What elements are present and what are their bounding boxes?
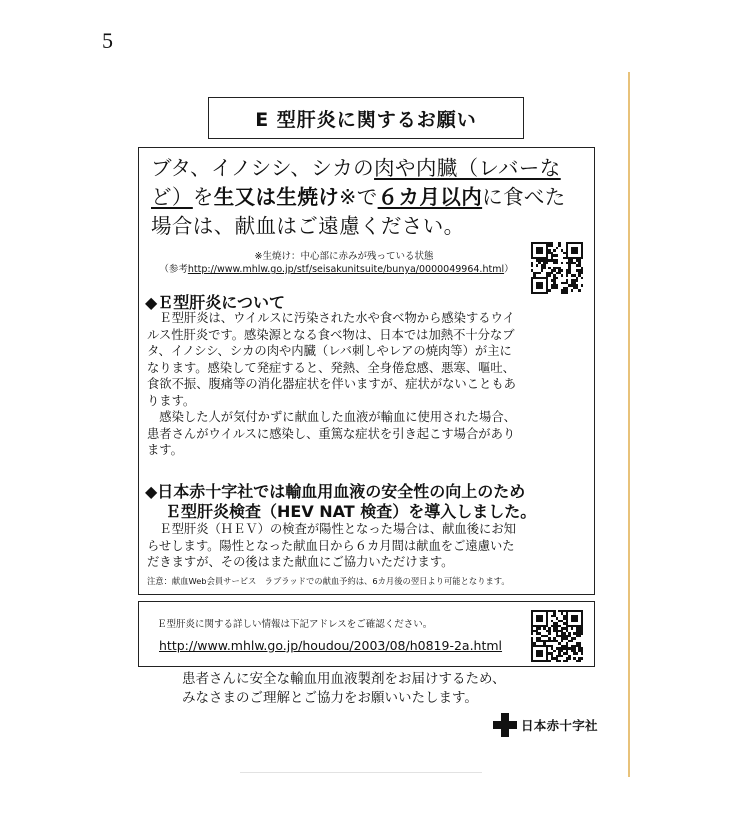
margin-rule (628, 72, 630, 777)
heading-line: ◆日本赤十字社では輸血用血液の安全性の向上のため (145, 482, 526, 501)
warning-bold: 生又は生焼け (213, 185, 340, 209)
document-title: E 型肝炎に関するお願い (208, 97, 524, 139)
info-link-box (138, 601, 595, 667)
warning-text: を (192, 185, 214, 209)
closing-line: 患者さんに安全な輸血用血液製剤をお届けするため、 (182, 671, 506, 687)
reference-note (139, 261, 534, 275)
warning-text: に食べた (482, 185, 566, 209)
section-heading-screening (145, 482, 536, 522)
donation-warning (151, 154, 591, 241)
paragraph: Ｅ型肝炎は、ウイルスに汚染された水や食べ物から感染するウイ ルス性肝炎です。感染源となる食べ物は、日本では加熱不十分なブ タ、イノシシ、シカの肉や内臓（レバ刺しやレアの焼肉等）が主に なります。感染して発症すると、発熱、全身倦怠感、悪寒、嘔吐、 食欲不振、腹痛等の消化器症状を伴いますが、症状がないこともあ ります。 (147, 311, 516, 408)
section-body-screening (147, 521, 587, 589)
warning-text: ブタ、イノシシ、シカの (151, 156, 375, 180)
footnote: 注意：献血Web会員サービス ラブラッドでの献血予約は、6カ月後の翌日より可能となります。 (147, 575, 510, 586)
info-link[interactable]: http://www.mhlw.go.jp/houdou/2003/08/h0819-2a.html (159, 638, 503, 653)
organization-name: 日本赤十字社 (521, 718, 598, 733)
closing-line: みなさまのご理解とご協力をお願いいたします。 (182, 690, 478, 706)
warning-underlined: ど） (151, 185, 193, 209)
organization-logo (493, 713, 598, 737)
main-notice-box (138, 147, 595, 595)
warning-period: ６カ月以内 (377, 185, 483, 209)
reference-link[interactable]: http://www.mhlw.go.jp/stf/seisakunitsuite/bunya/0000049964.html (187, 264, 505, 275)
qr-code-icon[interactable] (531, 610, 583, 662)
reference-prefix: （参考 (159, 264, 188, 275)
page-number: 5 (102, 28, 113, 53)
heading-line: Ｅ型肝炎検査（HEV NAT 検査）を導入しました。 (165, 502, 537, 521)
paragraph: Ｅ型肝炎（ＨＥＶ）の検査が陽性となった場合は、献血後にお知 らせします。陽性となった献血日から６カ月間は献血をご遠慮いた だきますが、その後はまた献血にご協力いただけます。 (147, 522, 516, 569)
section-heading-about-hepatitis-e: ◆Ｅ型肝炎について (145, 293, 285, 312)
warning-text: 場合は、献血はご遠慮ください。 (151, 214, 465, 238)
bottom-rule (240, 772, 482, 773)
red-cross-icon (493, 713, 517, 737)
info-caption: Ｅ型肝炎に関する詳しい情報は下記アドレスをご確認ください。 (157, 619, 433, 630)
closing-message (182, 670, 505, 708)
paragraph: 感染した人が気付かずに献血した血液が輸血に使用された場合、 患者さんがウイルスに感染し、重篤な症状を引き起こす場合があり ます。 (147, 410, 516, 457)
undercooked-definition: ※生焼け：中心部に赤みが残っている状態 (254, 251, 434, 262)
warning-underlined: 肉や内臓（レバーな (374, 156, 561, 180)
section-body-about (147, 310, 587, 459)
qr-code-icon[interactable] (531, 242, 583, 294)
reference-suffix: ） (504, 264, 514, 275)
warning-text: ※で (339, 185, 378, 209)
